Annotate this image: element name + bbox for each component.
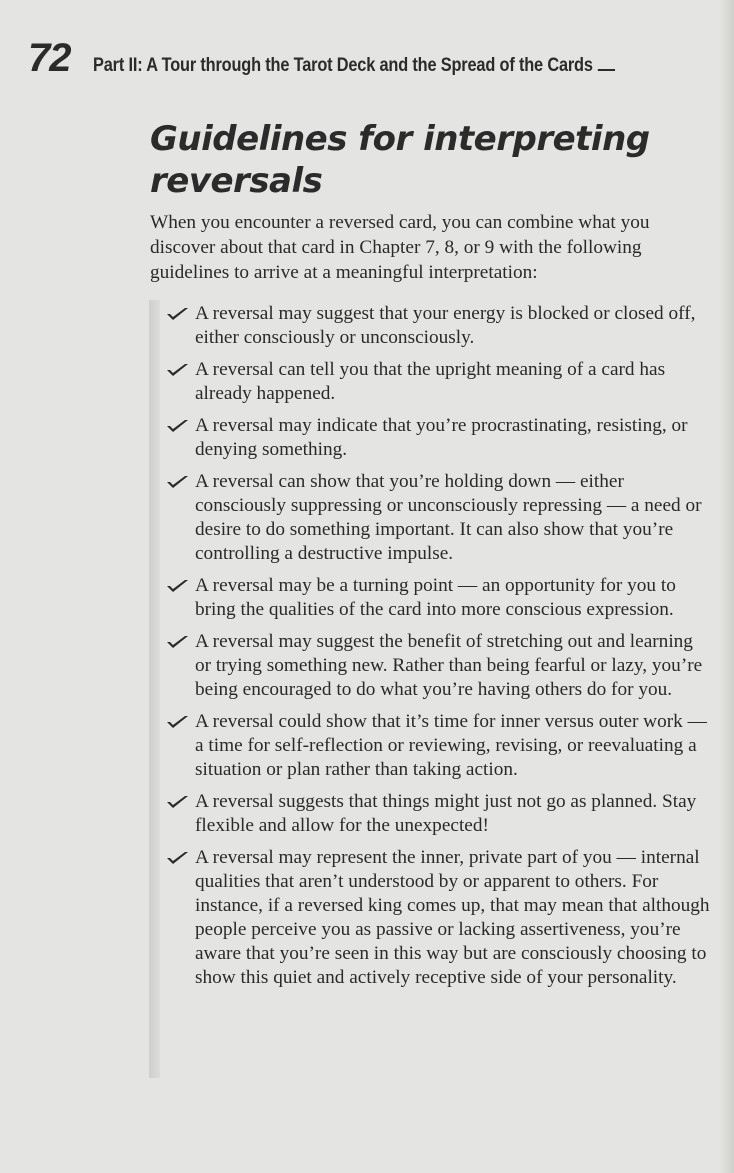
list-item-text: A reversal could show that it’s time for inner versus outer work — a time for self-reflection or reviewing, revising, or reevaluating a situation or plan rather than taking action. xyxy=(195,711,707,780)
header-rule xyxy=(597,69,614,71)
checkmark-icon xyxy=(166,305,190,323)
list-item-text: A reversal may suggest that your energy is blocked or closed off, either consciously or unconsciously. xyxy=(195,303,696,348)
list-item xyxy=(166,470,712,566)
list-item xyxy=(166,302,712,350)
checkmark-icon xyxy=(166,417,190,435)
section-heading: Guidelines for interpreting reversals xyxy=(150,119,650,201)
sidebar-bar xyxy=(149,300,160,1078)
running-head xyxy=(28,38,718,78)
page-number: 72 xyxy=(28,36,71,80)
list-item-text: A reversal may be a turning point — an opportunity for you to bring the qualities of the card into more conscious expression. xyxy=(195,575,676,620)
list-item-text: A reversal may represent the inner, private part of you — internal qualities that aren’t understood by or apparent to others. For instance, if a reversed king comes up, that may mean that although people perceive you as passive or lacking assertiveness, you’re aware that you’re seen in this way but are consciously choosing to show this quiet and actively receptive side of your personality. xyxy=(195,847,710,988)
list-item xyxy=(166,846,712,990)
checkmark-icon xyxy=(166,633,190,651)
list-item xyxy=(166,574,712,622)
list-item xyxy=(166,358,712,406)
list-item xyxy=(166,710,712,782)
list-item-text: A reversal may indicate that you’re procrastinating, resisting, or denying something. xyxy=(195,415,688,460)
list-item xyxy=(166,790,712,838)
intro-paragraph: When you encounter a reversed card, you can combine what you discover about that card in Chapter 7, 8, or 9 with the following guidelines to arrive at a meaningful interpretation: xyxy=(150,212,650,283)
list-item xyxy=(166,414,712,462)
part-title-text: Part II: A Tour through the Tarot Deck and the Spread of the Cards xyxy=(92,55,593,76)
checkmark-icon xyxy=(166,361,190,379)
guideline-list xyxy=(166,302,712,998)
checkmark-icon xyxy=(166,793,190,811)
list-item-text: A reversal can show that you’re holding down — either consciously suppressing or unconsciously repressing — a need or desire to do something important. It can also show that you’re controlling a destructive impulse. xyxy=(195,471,702,564)
list-item-text: A reversal suggests that things might just not go as planned. Stay flexible and allow for the unexpected! xyxy=(195,791,697,836)
page-edge xyxy=(720,0,734,1173)
list-item-text: A reversal may suggest the benefit of stretching out and learning or trying something new. Rather than being fearful or lazy, you’re being encouraged to do what you’re having others do for you. xyxy=(195,631,703,700)
checkmark-icon xyxy=(166,713,190,731)
checkmark-icon xyxy=(166,577,190,595)
list-item-text: A reversal can tell you that the upright meaning of a card has already happened. xyxy=(195,359,666,404)
checkmark-icon xyxy=(166,473,190,491)
checkmark-icon xyxy=(166,849,190,867)
list-item xyxy=(166,630,712,702)
part-title xyxy=(93,55,615,77)
